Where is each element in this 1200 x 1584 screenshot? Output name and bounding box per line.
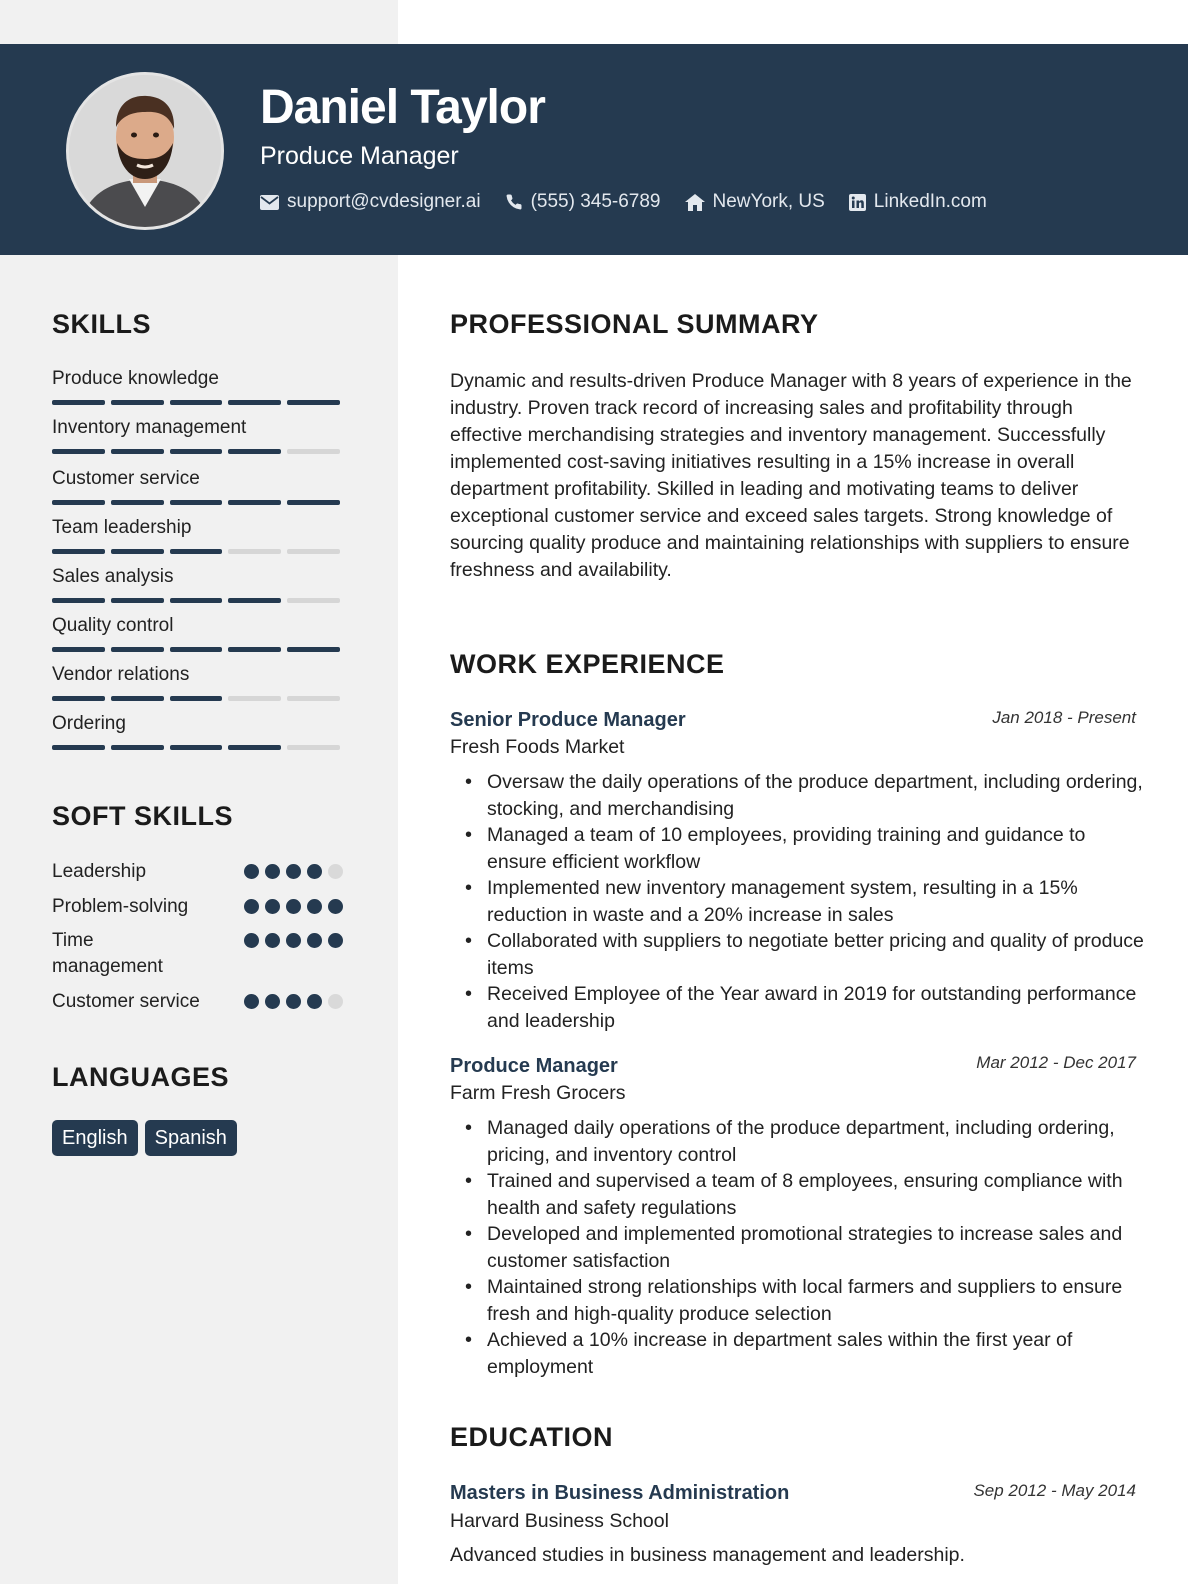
rating-dot: [286, 994, 301, 1009]
soft-skill-name: Customer service: [52, 991, 200, 1012]
education-dates: Sep 2012 - May 2014: [973, 1481, 1136, 1500]
soft-skill-rating: [244, 864, 349, 879]
skill-name: Vendor relations: [52, 664, 190, 685]
skill-level-segment: [287, 598, 340, 603]
rating-dot: [286, 864, 301, 879]
skill-level-segment: [170, 745, 223, 750]
job-dates: Jan 2018 - Present: [992, 708, 1136, 727]
skill-level-bar: [52, 500, 346, 505]
rating-dot: [307, 933, 322, 948]
skill-level-segment: [287, 745, 340, 750]
soft-skill-item: [52, 859, 346, 885]
job-bullet: • Managed a team of 10 employees, providing training and guidance to ensure efficient workflow: [487, 822, 1147, 875]
contact-phone-text: (555) 345-6789: [530, 191, 661, 212]
contact-phone[interactable]: [505, 191, 661, 213]
contact-email[interactable]: [260, 191, 481, 213]
job-bullet: • Maintained strong relationships with local farmers and suppliers to ensure fresh and high-quality produce selection: [487, 1274, 1147, 1327]
rating-dot: [265, 933, 280, 948]
job-dates: Mar 2012 - Dec 2017: [976, 1053, 1136, 1072]
skill-level-segment: [228, 745, 281, 750]
skill-level-segment: [52, 449, 105, 454]
skill-level-segment: [111, 449, 164, 454]
phone-icon: [505, 193, 523, 211]
rating-dot: [307, 899, 322, 914]
skill-level-segment: [228, 549, 281, 554]
candidate-name: Daniel Taylor: [260, 81, 545, 134]
skill-level-segment: [52, 696, 105, 701]
soft-skill-name: Problem-solving: [52, 896, 189, 917]
contact-list: [260, 191, 1011, 213]
rating-dot: [328, 864, 343, 879]
skill-level-segment: [228, 500, 281, 505]
skill-name: Inventory management: [52, 417, 247, 438]
skill-item: [52, 368, 346, 405]
skill-name: Customer service: [52, 468, 200, 489]
job-bullet: • Oversaw the daily operations of the produce department, including ordering, stocking, and merchandising: [487, 769, 1147, 822]
job-title: Senior Produce Manager: [450, 709, 686, 731]
skill-item: [52, 615, 346, 652]
soft-skills-heading: SOFT SKILLS: [52, 801, 233, 831]
skill-level-segment: [52, 400, 105, 405]
job-bullet: • Trained and supervised a team of 8 employees, ensuring compliance with health and safety regulations: [487, 1168, 1147, 1221]
skill-level-segment: [287, 696, 340, 701]
rating-dot: [265, 864, 280, 879]
rating-dot: [307, 864, 322, 879]
contact-email-text: support@cvdesigner.ai: [287, 191, 481, 212]
resume-header: [0, 44, 1188, 255]
contact-location: [685, 191, 825, 213]
skill-item: [52, 713, 346, 750]
contact-location-text: NewYork, US: [712, 191, 825, 212]
skill-level-segment: [287, 449, 340, 454]
skill-level-segment: [228, 449, 281, 454]
job-bullet: • Developed and implemented promotional strategies to increase sales and customer satisfaction: [487, 1221, 1147, 1274]
soft-skill-item: [52, 894, 346, 920]
skill-item: [52, 517, 346, 554]
skill-level-segment: [287, 400, 340, 405]
profile-photo: [66, 72, 224, 230]
skill-level-segment: [111, 745, 164, 750]
school-name: Harvard Business School: [450, 1510, 669, 1532]
job-bullets: [487, 1115, 1147, 1380]
languages-heading: LANGUAGES: [52, 1062, 230, 1092]
skill-level-segment: [52, 500, 105, 505]
skill-level-segment: [52, 598, 105, 603]
rating-dot: [328, 994, 343, 1009]
job-company: Fresh Foods Market: [450, 736, 625, 758]
skill-level-segment: [170, 598, 223, 603]
summary-text: Dynamic and results-driven Produce Manager with 8 years of experience in the industry. Proven track record of increasing sales and profitability through effective merchandising strategies and inventory management. Successfully implemented cost-saving initiatives resulting in a 15% increase in overall department profitability. Skilled in leading and motivating teams to deliver exceptional customer service and exceed sales targets. Strong knowledge of sourcing quality produce and maintaining relationships with suppliers to ensure freshness and availability.: [450, 370, 1132, 581]
skill-level-segment: [170, 549, 223, 554]
rating-dot: [244, 864, 259, 879]
envelope-icon: [260, 195, 279, 210]
job-bullet: • Implemented new inventory management system, resulting in a 15% reduction in waste and a 20% increase in sales: [487, 875, 1147, 928]
skill-level-segment: [52, 549, 105, 554]
languages-list: [52, 1120, 244, 1156]
rating-dot: [328, 933, 343, 948]
candidate-role: Produce Manager: [260, 142, 459, 170]
skill-level-bar: [52, 745, 346, 750]
rating-dot: [265, 994, 280, 1009]
skill-level-segment: [111, 400, 164, 405]
skill-level-bar: [52, 696, 346, 701]
rating-dot: [286, 933, 301, 948]
linkedin-icon: [849, 194, 866, 211]
rating-dot: [265, 899, 280, 914]
skill-level-bar: [52, 647, 346, 652]
summary-heading: PROFESSIONAL SUMMARY: [450, 309, 819, 339]
language-tag: Spanish: [145, 1120, 237, 1156]
job-bullets: [487, 769, 1147, 1034]
contact-linkedin-text: LinkedIn.com: [873, 191, 987, 212]
soft-skill-item: [52, 928, 346, 980]
skill-level-segment: [228, 598, 281, 603]
contact-linkedin[interactable]: [849, 191, 987, 213]
skill-level-bar: [52, 400, 346, 405]
job-title: Produce Manager: [450, 1055, 618, 1077]
skills-heading: SKILLS: [52, 309, 152, 339]
rating-dot: [286, 899, 301, 914]
skill-level-segment: [170, 647, 223, 652]
soft-skill-rating: [244, 899, 349, 914]
rating-dot: [244, 933, 259, 948]
job-bullet: • Achieved a 10% increase in department sales within the first year of employment: [487, 1327, 1147, 1380]
skill-name: Quality control: [52, 615, 174, 636]
rating-dot: [307, 994, 322, 1009]
rating-dot: [244, 899, 259, 914]
person-portrait-icon: [69, 75, 221, 227]
skill-level-segment: [228, 696, 281, 701]
soft-skill-item: [52, 989, 346, 1015]
skill-item: [52, 664, 346, 701]
job-company: Farm Fresh Grocers: [450, 1082, 626, 1104]
skill-level-segment: [170, 696, 223, 701]
skill-level-segment: [228, 647, 281, 652]
education-description: Advanced studies in business management and leadership.: [450, 1544, 965, 1566]
skill-item: [52, 417, 346, 454]
skill-name: Produce knowledge: [52, 368, 219, 389]
skill-name: Team leadership: [52, 517, 192, 538]
rating-dot: [328, 899, 343, 914]
soft-skill-rating: [244, 933, 349, 948]
skill-level-segment: [52, 745, 105, 750]
soft-skill-rating: [244, 994, 349, 1009]
skill-level-segment: [287, 549, 340, 554]
skill-level-segment: [111, 598, 164, 603]
skill-item: [52, 566, 346, 603]
skill-level-segment: [170, 400, 223, 405]
soft-skill-name: Time management: [52, 930, 163, 977]
soft-skill-name: Leadership: [52, 861, 147, 882]
skill-level-segment: [170, 449, 223, 454]
home-icon: [685, 194, 705, 211]
skill-item: [52, 468, 346, 505]
skill-name: Ordering: [52, 713, 126, 734]
skill-level-segment: [111, 696, 164, 701]
skill-level-segment: [111, 500, 164, 505]
skill-level-segment: [287, 500, 340, 505]
job-bullet: • Collaborated with suppliers to negotiate better pricing and quality of produce items: [487, 928, 1147, 981]
skill-name: Sales analysis: [52, 566, 174, 587]
job-bullet: • Received Employee of the Year award in 2019 for outstanding performance and leadership: [487, 981, 1147, 1034]
language-tag: English: [52, 1120, 138, 1156]
skill-level-segment: [111, 647, 164, 652]
skill-level-segment: [111, 549, 164, 554]
education-heading: EDUCATION: [450, 1422, 613, 1452]
skill-level-segment: [287, 647, 340, 652]
skill-level-segment: [52, 647, 105, 652]
skill-level-segment: [170, 500, 223, 505]
experience-heading: WORK EXPERIENCE: [450, 649, 725, 679]
skill-level-bar: [52, 449, 346, 454]
skill-level-bar: [52, 549, 346, 554]
degree-title: Masters in Business Administration: [450, 1482, 790, 1504]
job-bullet: • Managed daily operations of the produce department, including ordering, pricing, and inventory control: [487, 1115, 1147, 1168]
skill-level-segment: [228, 400, 281, 405]
skill-level-bar: [52, 598, 346, 603]
rating-dot: [244, 994, 259, 1009]
